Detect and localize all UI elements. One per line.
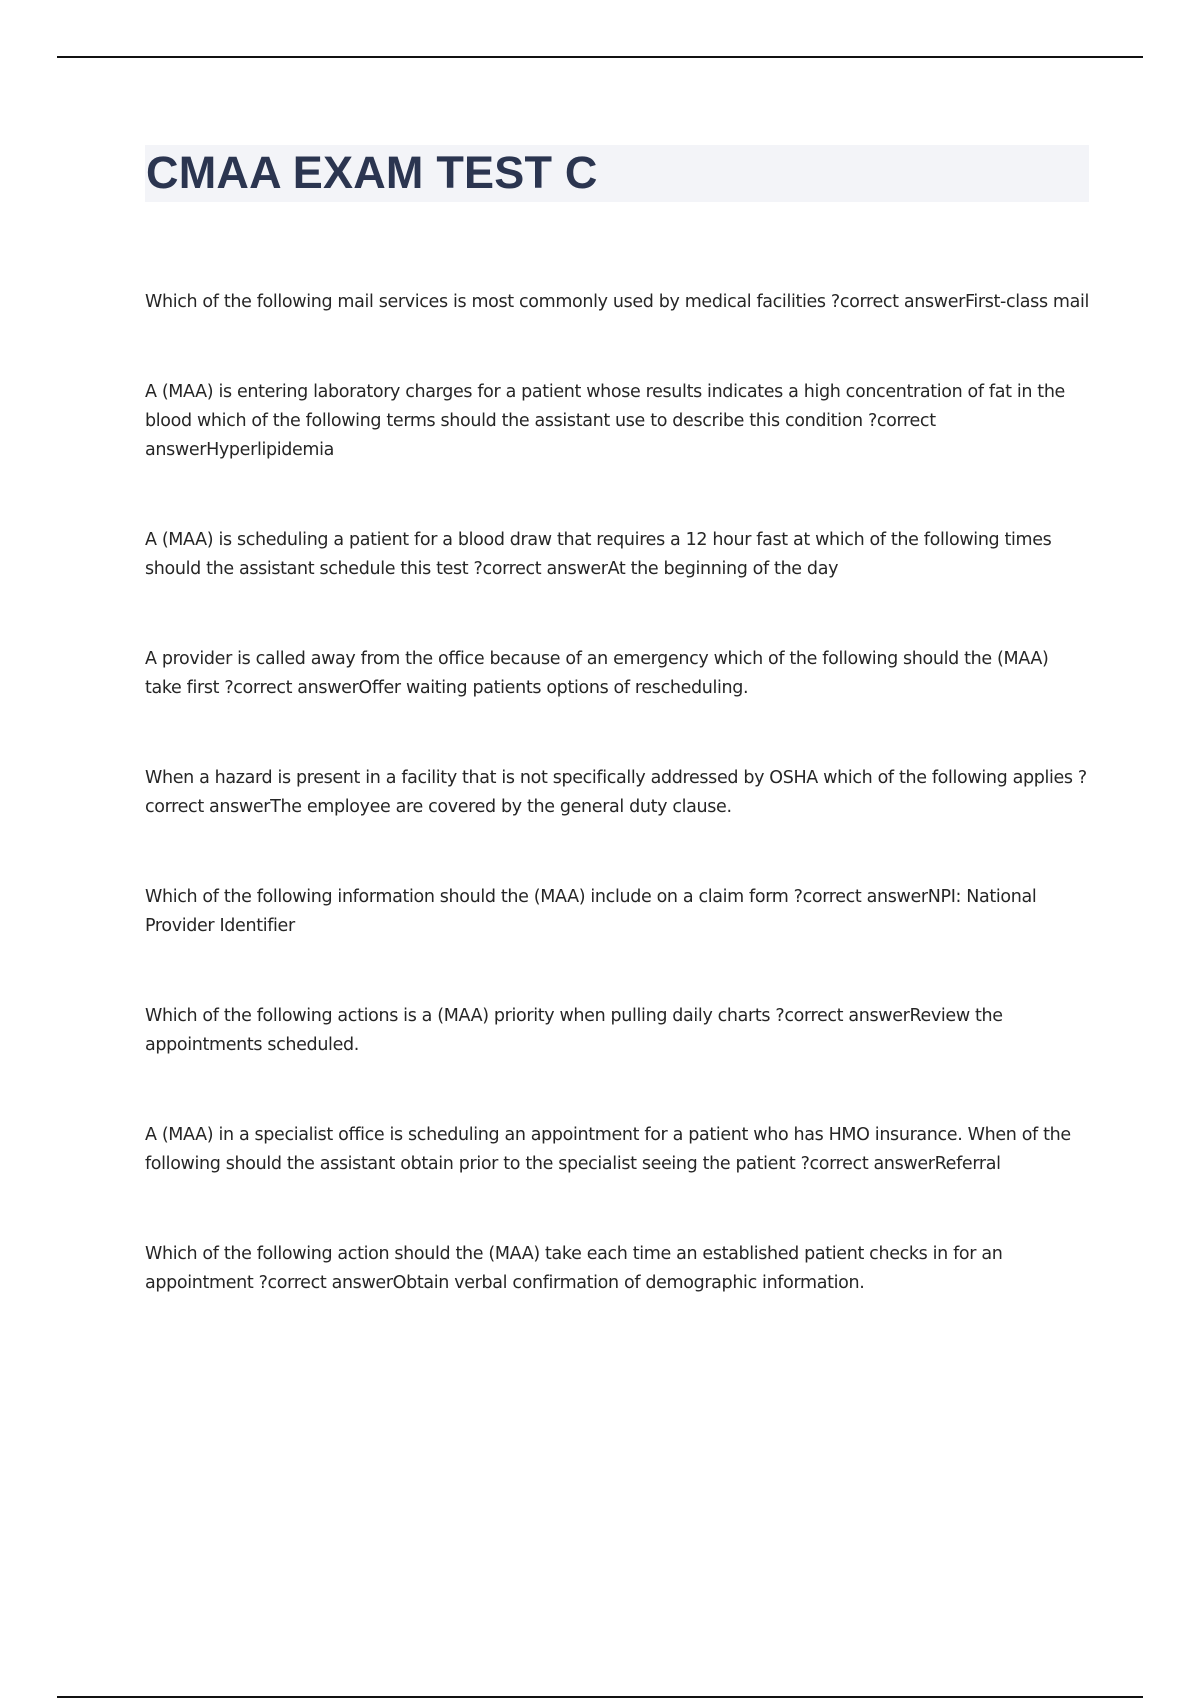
- question-item-3: A (MAA) is scheduling a patient for a blood draw that requires a 12 hour fast at which of the following times should the assistant schedule this test ?correct answerAt the beginning of the day: [145, 530, 1052, 579]
- question-item-7: Which of the following actions is a (MAA) priority when pulling daily charts ?correct answerReview the appointments scheduled.: [145, 1006, 1003, 1055]
- page-title: CMAA EXAM TEST C: [146, 147, 598, 198]
- question-item-1: Which of the following mail services is most commonly used by medical facilities ?correct answerFirst-class mail: [145, 292, 1090, 312]
- header-rule: [57, 56, 1143, 58]
- footer-rule: [57, 1696, 1143, 1698]
- question-item-2: A (MAA) is entering laboratory charges for a patient whose results indicates a high concentration of fat in the blood which of the following terms should the assistant use to describe this condition ?correct answerHyperlipidemia: [145, 382, 1065, 460]
- question-item-5: When a hazard is present in a facility that is not specifically addressed by OSHA which of the following applies ?correct answerThe employee are covered by the general duty clause.: [145, 768, 1087, 817]
- question-item-6: Which of the following information should the (MAA) include on a claim form ?correct answerNPI: National Provider Identifier: [145, 887, 1037, 936]
- question-item-8: A (MAA) in a specialist office is scheduling an appointment for a patient who has HMO insurance. When of the following should the assistant obtain prior to the specialist seeing the patient ?correct answerReferral: [145, 1125, 1071, 1174]
- question-item-9: Which of the following action should the (MAA) take each time an established patient checks in for an appointment ?correct answerObtain verbal confirmation of demographic information.: [145, 1244, 1003, 1293]
- question-list: [145, 288, 1090, 1359]
- question-item-4: A provider is called away from the office because of an emergency which of the following should the (MAA) take first ?correct answerOffer waiting patients options of rescheduling.: [145, 649, 1049, 698]
